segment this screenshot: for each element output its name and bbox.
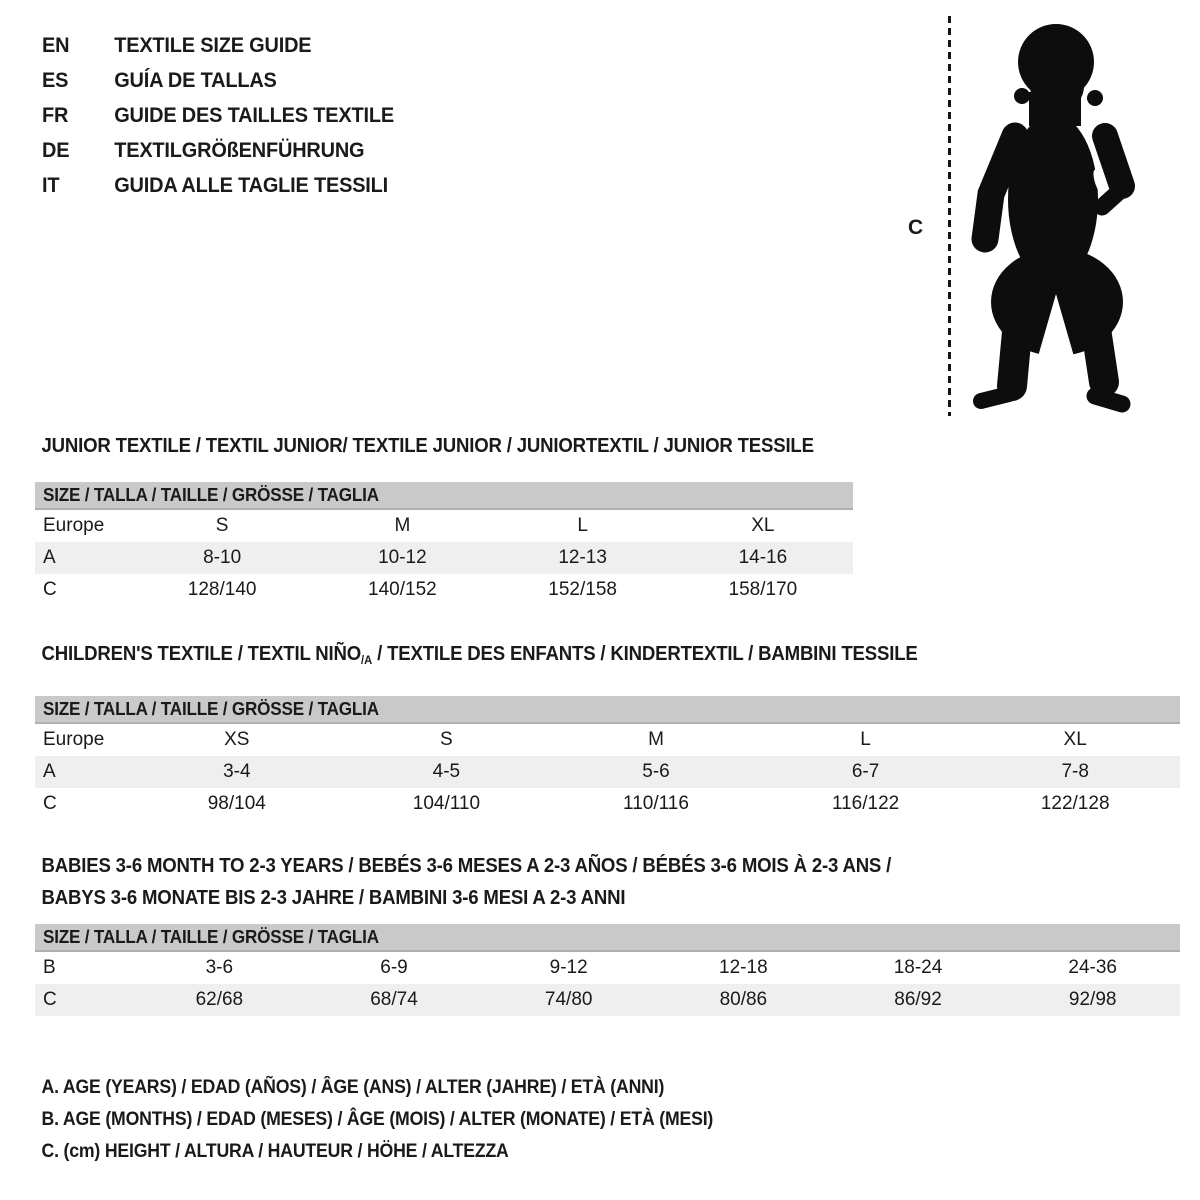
height-cell: 68/74 [370, 989, 418, 1010]
size-cell: XL [1063, 729, 1087, 750]
section-title: JUNIOR TEXTILE / TEXTIL JUNIOR/ TEXTILE JUNIOR / JUNIORTEXTIL / JUNIOR TESSILE [41, 435, 814, 457]
children-size-table [35, 696, 1180, 820]
title-pre: CHILDREN'S TEXTILE / TEXTIL NIÑO [41, 643, 362, 665]
language-row [42, 98, 394, 133]
height-cell: 128/140 [187, 579, 257, 600]
age-cell: 6-7 [851, 761, 880, 782]
size-header-bar [35, 482, 853, 510]
age-cell: 9-12 [549, 957, 588, 978]
legend-age-months: B. AGE (MONTHS) / EDAD (MESES) / ÂGE (MOIS) / ALTER (MONATE) / ETÀ (MESI) [41, 1109, 714, 1130]
height-cell: 86/92 [894, 989, 942, 1010]
height-cell: 62/68 [195, 989, 244, 1010]
language-title: GUIDA ALLE TAGLIE TESSILI [114, 174, 389, 197]
row-label: B [43, 957, 56, 978]
height-measure-line [948, 16, 951, 416]
row-label: A [43, 761, 56, 782]
table-row [35, 724, 1180, 756]
height-cell: 74/80 [544, 989, 593, 1010]
height-cell: 92/98 [1068, 989, 1117, 1010]
language-code: ES [42, 69, 69, 92]
language-title: GUIDE DES TAILLES TEXTILE [114, 104, 394, 127]
toddler-silhouette-icon [965, 14, 1137, 418]
height-cell: 152/158 [548, 579, 617, 600]
table-row [35, 574, 853, 606]
size-header-text: SIZE / TALLA / TAILLE / GRÖSSE / TAGLIA [43, 927, 379, 947]
legend-height-cm: C. (cm) HEIGHT / ALTURA / HAUTEUR / HÖHE / ALTEZZA [41, 1141, 509, 1162]
size-header-bar [35, 924, 1180, 952]
size-header-text: SIZE / TALLA / TAILLE / GRÖSSE / TAGLIA [43, 485, 379, 505]
language-row [42, 168, 394, 203]
size-cell: L [860, 729, 871, 750]
age-cell: 24-36 [1068, 957, 1117, 978]
size-cell: XS [224, 729, 250, 750]
language-title: GUÍA DE TALLAS [114, 69, 277, 92]
junior-size-table [35, 482, 853, 606]
measure-legend [35, 1072, 713, 1168]
size-cell: S [215, 515, 229, 536]
section-junior-textile [35, 434, 853, 606]
age-cell: 5-6 [642, 761, 670, 782]
language-row [42, 133, 394, 168]
age-cell: 18-24 [893, 957, 943, 978]
row-label: C [43, 793, 57, 814]
section-title [35, 642, 1100, 672]
language-code: EN [42, 34, 70, 57]
language-code: FR [42, 104, 69, 127]
size-cell: XL [751, 515, 775, 536]
age-cell: 3-6 [205, 957, 234, 978]
size-cell: S [440, 729, 453, 750]
row-label: C [43, 989, 57, 1010]
table-row [35, 542, 853, 574]
title-subscript: /A [361, 653, 373, 667]
height-cell: 80/86 [719, 989, 768, 1010]
size-cell: M [394, 515, 411, 536]
age-cell: 3-4 [223, 761, 251, 782]
legend-age-years: A. AGE (YEARS) / EDAD (AÑOS) / ÂGE (ANS) / ALTER (JAHRE) / ETÀ (ANNI) [41, 1077, 665, 1098]
height-cell: 104/110 [412, 793, 481, 814]
age-cell: 8-10 [203, 547, 242, 568]
age-cell: 14-16 [738, 547, 788, 568]
title-post: / TEXTILE DES ENFANTS / KINDERTEXTIL / BAMBINI TESSILE [372, 643, 918, 665]
size-header-text: SIZE / TALLA / TAILLE / GRÖSSE / TAGLIA [43, 699, 379, 719]
language-list [42, 28, 394, 203]
age-cell: 7-8 [1061, 761, 1089, 782]
age-cell: 12-13 [558, 547, 607, 568]
table-row [35, 756, 1180, 788]
row-label: C [43, 579, 57, 600]
age-cell: 6-9 [380, 957, 408, 978]
height-cell: 98/104 [207, 793, 266, 814]
age-cell: 4-5 [432, 761, 461, 782]
height-cell: 140/152 [368, 579, 437, 600]
row-label: Europe [43, 729, 105, 750]
age-cell: 10-12 [378, 547, 427, 568]
language-row [42, 28, 394, 63]
language-code: IT [42, 174, 60, 197]
height-cell: 116/122 [831, 793, 900, 814]
table-row [35, 788, 1180, 820]
table-row [35, 952, 1180, 984]
table-row [35, 984, 1180, 1016]
section-title-line1: BABIES 3-6 MONTH TO 2-3 YEARS / BEBÉS 3-6 MESES A 2-3 AÑOS / BÉBÉS 3-6 MOIS À 2-3 ANS / [41, 855, 892, 877]
section-title-line2: BABYS 3-6 MONATE BIS 2-3 JAHRE / BAMBINI 3-6 MESI A 2-3 ANNI [41, 887, 626, 909]
language-title: TEXTILE SIZE GUIDE [114, 34, 312, 57]
height-cell: 110/116 [623, 793, 689, 814]
section-children-textile [35, 642, 1180, 820]
size-header-bar [35, 696, 1180, 724]
height-measure-label: C [908, 216, 924, 239]
row-label: A [43, 547, 56, 568]
age-cell: 12-18 [719, 957, 768, 978]
babies-size-table [35, 924, 1180, 1016]
section-babies-textile [35, 850, 1180, 1016]
language-title: TEXTILGRÖßENFÜHRUNG [114, 139, 365, 162]
size-cell: M [648, 729, 664, 750]
row-label: Europe [43, 515, 105, 536]
language-code: DE [42, 139, 70, 162]
height-cell: 158/170 [728, 579, 798, 600]
size-cell: L [577, 515, 588, 536]
table-row [35, 510, 853, 542]
height-cell: 122/128 [1040, 793, 1110, 814]
language-row [42, 63, 394, 98]
